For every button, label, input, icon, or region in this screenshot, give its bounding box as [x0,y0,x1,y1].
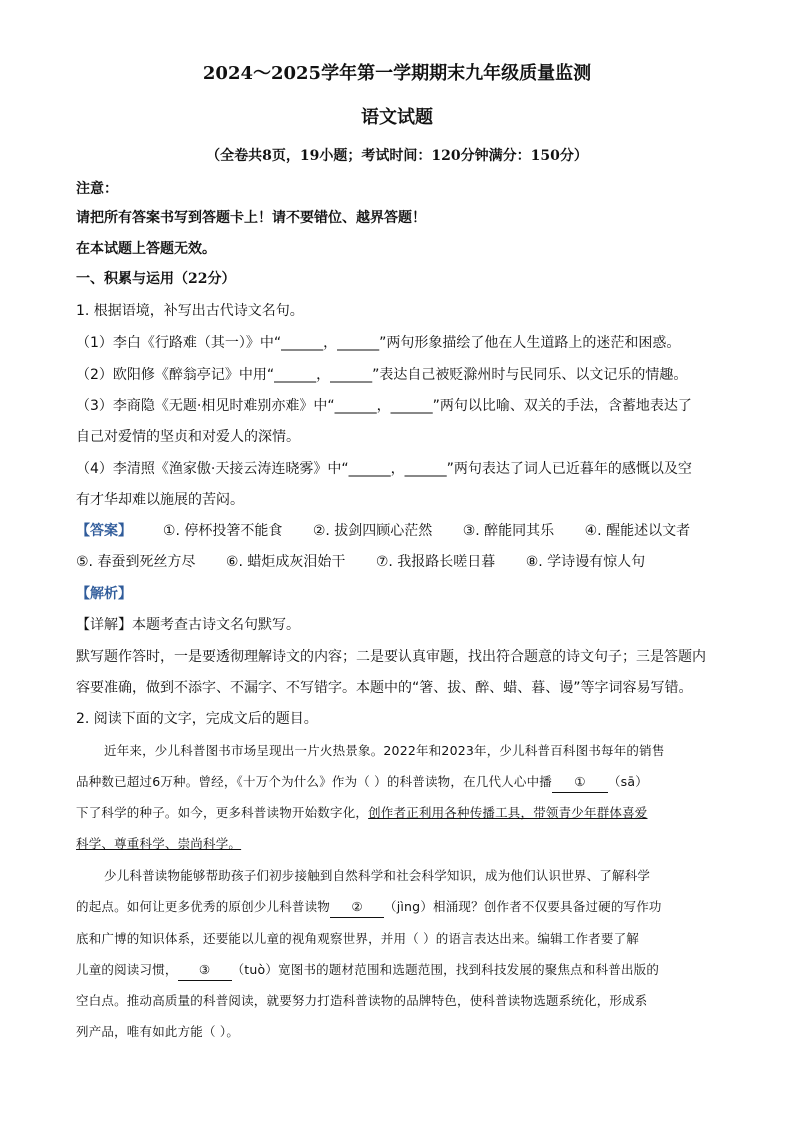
answer-item: ⑦. 我报路长嗟日暮 [375,554,496,570]
analysis-label: 【解析】 [76,586,132,602]
section-heading: 一、积累与运用（22分） [76,271,236,287]
question-1-item-2: （2）欧阳修《醉翁亭记》中用“______，______”表达自己被贬滁州时与民同乐、以文记乐的情趣。 [76,367,688,383]
answer-row-2 [76,552,645,572]
passage-1-line-3 [76,803,648,823]
question-1-item-4-cont: 有才华却难以施展的苦闷。 [76,492,244,508]
answer-item: ②. 拔剑四顾心茫然 [312,523,433,539]
question-1-item-1: （1）李白《行路难（其一）》中“______，______”两句形象描绘了他在人生道路上的迷茫和困惑。 [76,335,681,351]
passage-2-line-2 [76,897,662,918]
fill-blank-1: ① [552,772,608,793]
answer-item: ⑤. 春蚕到死丝方尽 [76,554,196,570]
question-2-stem: 2. 阅读下面的文字，完成文后的题目。 [76,711,318,727]
explain-line-2: 容要准确，做到不添字、不漏字、不写错字。本题中的“箸、拔、醉、蜡、暮、谩”等字词容易写错。 [76,680,693,696]
passage-text: 品种数已超过6万种。曾经，《十万个为什么》作为（ ）的科普读物，在几代人心中播 [76,774,552,789]
question-1-stem: 1. 根据语境，补写出古代诗文名句。 [76,303,304,319]
exam-title: 2024～2025学年第一学期期末九年级质量监测 [202,63,592,84]
passage-2-line-4 [76,960,659,981]
exam-info: （全卷共8页，19小题；考试时间：120分钟满分：150分） [206,148,588,164]
passage-text: 下了科学的种子。如今，更多科普读物开始数字化， [76,805,369,820]
passage-1-line-2 [76,772,648,793]
passage-2-line-1: 少儿科普读物能够帮助孩子们初步接触到自然科学和社会科学知识，成为他们认识世界、了解科学 [104,868,651,883]
answer-item: ①. 停杯投箸不能食 [162,523,283,539]
passage-text: （tuò）宽图书的题材范围和选题范围，找到科技发展的聚焦点和科普出版的 [231,962,660,977]
detail-line: 【详解】本题考查古诗文名句默写。 [76,617,300,633]
answer-item: ③. 醉能同其乐 [462,523,555,539]
passage-2-line-5: 空白点。推动高质量的科普阅读，就要努力打造科普读物的品牌特色，使科普读物选题系统化，形成系 [76,993,648,1008]
explain-line-1: 默写题作答时，一是要透彻理解诗文的内容；二是要认真审题，找出符合题意的诗文句子；三是答题内 [76,649,706,665]
passage-text: （jìng）相涌现？创作者不仅要具备过硬的写作功 [384,899,662,914]
passage-text: 的起点。如何让更多优秀的原创少儿科普读物 [76,899,331,914]
question-1-item-4: （4）李清照《渔家傲·天接云涛连晓雾》中“______，______”两句表达了词人已近暮年的感慨以及空 [76,461,692,477]
fill-blank-2: ② [330,897,384,918]
passage-1-line-1: 近年来，少儿科普图书市场呈现出一片火热景象。2022年和2023年，少儿科普百科图书每年的销售 [104,743,665,758]
question-1-item-3-cont: 自己对爱情的坚贞和对爱人的深情。 [76,429,300,445]
question-1-item-3: （3）李商隐《无题·相见时难别亦难》中“______，______”两句以比喻、双关的手法，含蓄地表达了 [76,398,692,414]
subject-title: 语文试题 [361,107,433,128]
passage-text: （sā） [607,774,648,789]
notice-label: 注意： [76,181,118,197]
passage-2-line-6: 列产品，唯有如此方能（ ）。 [76,1024,240,1039]
answer-item: ④. 醒能述以文者 [584,523,691,539]
answer-item: ⑥. 蜡炬成灰泪始干 [225,554,346,570]
passage-text: 儿童的阅读习惯， [76,962,178,977]
answer-item: ⑧. 学诗谩有惊人句 [525,554,646,570]
notice-line-1: 请把所有答案书写到答题卡上！请不要错位、越界答题！ [76,210,426,226]
answer-label: 【答案】 [76,523,132,539]
fill-blank-3: ③ [178,960,232,981]
answer-row-1 [76,521,690,541]
passage-2-line-3: 底和广博的知识体系，还要能以儿童的视角观察世界，并用（ ）的语言表达出来。编辑工作者要了解 [76,931,639,946]
underlined-sentence: 科学、尊重科学、崇尚科学。 [76,836,242,851]
notice-line-2: 在本试题上答题无效。 [76,241,216,257]
passage-1-line-4 [76,834,241,854]
underlined-sentence: 创作者正利用各种传播工具，带领青少年群体喜爱 [368,805,648,820]
